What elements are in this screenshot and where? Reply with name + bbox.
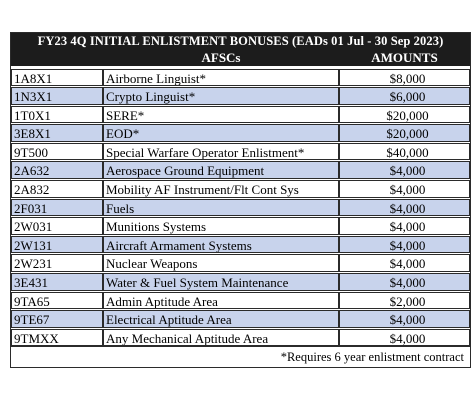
amount-cell: $20,000 xyxy=(339,124,470,142)
afsc-name-cell: Mobility AF Instrument/Flt Cont Sys xyxy=(103,180,339,198)
amount-cell: $4,000 xyxy=(339,180,470,198)
table-body xyxy=(11,68,470,347)
afsc-name-cell: EOD* xyxy=(103,124,339,142)
afsc-name-cell: Any Mechanical Aptitude Area xyxy=(103,329,339,347)
afsc-code-cell: 1T0X1 xyxy=(11,106,103,124)
table-header-row xyxy=(11,50,470,66)
afsc-code-cell: 9TE67 xyxy=(11,310,103,328)
afsc-code-cell: 2W231 xyxy=(11,254,103,272)
afsc-name-cell: Crypto Linguist* xyxy=(103,87,339,105)
afsc-name-cell: SERE* xyxy=(103,106,339,124)
amount-cell: $4,000 xyxy=(339,236,470,254)
table-row xyxy=(11,180,470,199)
table-row xyxy=(11,142,470,161)
table-row xyxy=(11,273,470,292)
footnote: *Requires 6 year enlistment contract xyxy=(11,346,470,367)
table-row xyxy=(11,124,470,143)
table-row xyxy=(11,310,470,329)
table-row xyxy=(11,254,470,273)
amount-cell: $4,000 xyxy=(339,199,470,217)
table-row xyxy=(11,235,470,254)
afsc-code-cell: 2A832 xyxy=(11,180,103,198)
afsc-code-cell: 2F031 xyxy=(11,199,103,217)
amount-cell: $8,000 xyxy=(339,69,470,87)
afsc-name-cell: Aircraft Armament Systems xyxy=(103,236,339,254)
afsc-code-cell: 3E431 xyxy=(11,273,103,291)
amount-cell: $4,000 xyxy=(339,329,470,347)
amount-cell: $40,000 xyxy=(339,143,470,161)
amount-cell: $4,000 xyxy=(339,161,470,179)
table-row xyxy=(11,291,470,310)
afsc-name-cell: Nuclear Weapons xyxy=(103,254,339,272)
afsc-code-cell: 9T500 xyxy=(11,143,103,161)
header-amounts: AMOUNTS xyxy=(371,50,438,65)
table-row xyxy=(11,105,470,124)
amount-cell: $4,000 xyxy=(339,254,470,272)
table-row xyxy=(11,161,470,180)
amount-cell: $4,000 xyxy=(339,273,470,291)
afsc-name-cell: Admin Aptitude Area xyxy=(103,292,339,310)
amount-cell: $4,000 xyxy=(339,217,470,235)
afsc-name-cell: Electrical Aptitude Area xyxy=(103,310,339,328)
afsc-code-cell: 9TA65 xyxy=(11,292,103,310)
table-row xyxy=(11,328,470,347)
afsc-code-cell: 2W031 xyxy=(11,217,103,235)
amount-cell: $2,000 xyxy=(339,292,470,310)
afsc-code-cell: 2W131 xyxy=(11,236,103,254)
afsc-name-cell: Fuels xyxy=(103,199,339,217)
afsc-name-cell: Aerospace Ground Equipment xyxy=(103,161,339,179)
table-title: FY23 4Q INITIAL ENLISTMENT BONUSES (EADs 01 Jul - 30 Sep 2023) xyxy=(11,33,470,50)
header-afsc: AFSCs xyxy=(201,50,241,65)
afsc-code-cell: 1A8X1 xyxy=(11,69,103,87)
afsc-name-cell: Airborne Linguist* xyxy=(103,69,339,87)
afsc-code-cell: 1N3X1 xyxy=(11,87,103,105)
table-row xyxy=(11,217,470,236)
table-row xyxy=(11,87,470,106)
afsc-name-cell: Special Warfare Operator Enlistment* xyxy=(103,143,339,161)
afsc-name-cell: Water & Fuel System Maintenance xyxy=(103,273,339,291)
table-row xyxy=(11,198,470,217)
amount-cell: $20,000 xyxy=(339,106,470,124)
table-row xyxy=(11,68,470,87)
afsc-code-cell: 2A632 xyxy=(11,161,103,179)
amount-cell: $4,000 xyxy=(339,310,470,328)
afsc-name-cell: Munitions Systems xyxy=(103,217,339,235)
afsc-code-cell: 3E8X1 xyxy=(11,124,103,142)
afsc-code-cell: 9TMXX xyxy=(11,329,103,347)
amount-cell: $6,000 xyxy=(339,87,470,105)
